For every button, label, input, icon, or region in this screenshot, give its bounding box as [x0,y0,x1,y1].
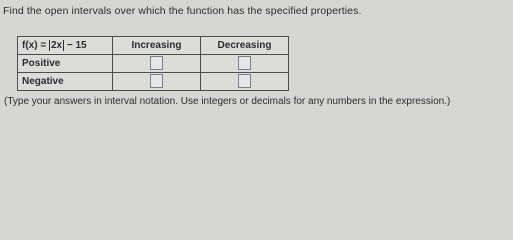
positive-label: Positive [18,55,113,73]
question-panel [0,0,513,111]
negative-increasing-cell [113,73,201,91]
negative-decreasing-answer-box[interactable] [238,74,251,88]
table-header-row [18,37,289,55]
negative-increasing-answer-box[interactable] [150,74,163,88]
answer-format-hint: (Type your answers in interval notation. Use integers or decimals for any numbers in the expression.) [4,96,451,107]
abs-inner: 2x [50,39,63,51]
function-header [18,37,113,55]
absolute-value [49,40,64,51]
positive-increasing-answer-box[interactable] [150,56,163,70]
negative-label: Negative [18,73,113,91]
positive-decreasing-cell [201,55,289,73]
increasing-header: Increasing [113,37,201,55]
decreasing-header: Decreasing [201,37,289,55]
positive-increasing-cell [113,55,201,73]
positive-row [18,55,289,73]
question-prompt: Find the open intervals over which the function has the specified properties. [3,5,362,17]
function-label: f(x) = [22,39,47,51]
negative-decreasing-cell [201,73,289,91]
positive-decreasing-answer-box[interactable] [238,56,251,70]
properties-table [17,36,289,91]
function-tail: − 15 [64,39,87,51]
negative-row [18,73,289,91]
